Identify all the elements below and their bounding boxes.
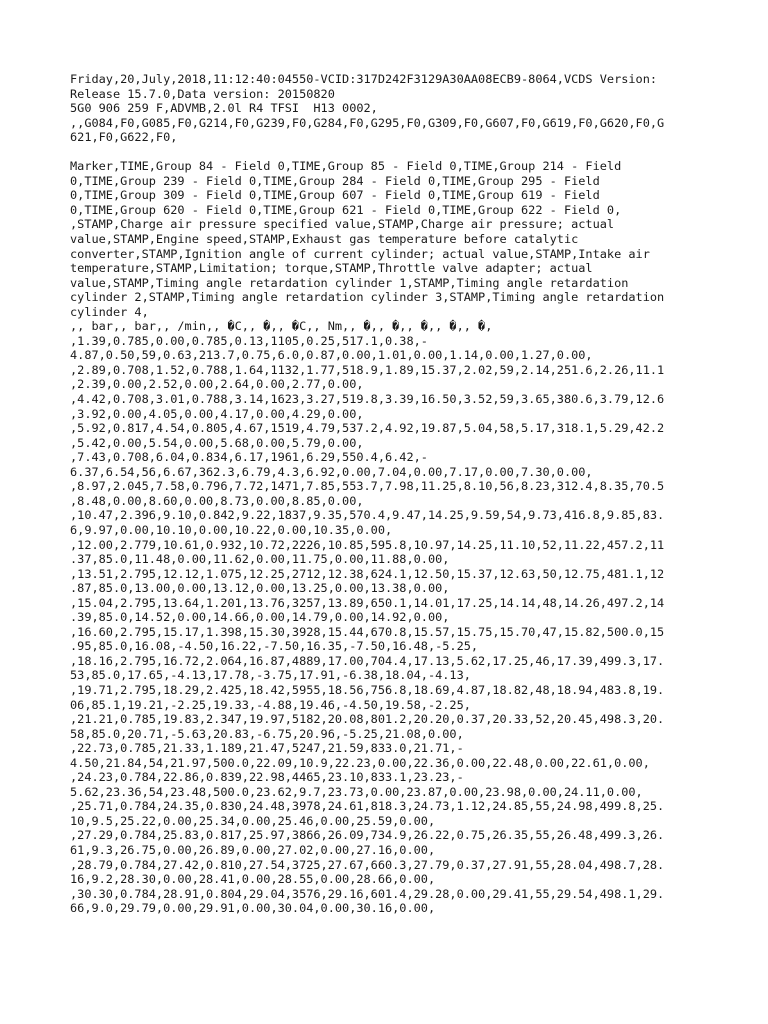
text-line (70, 145, 698, 160)
text-line: 16,9.2,28.30,0.00,28.41,0.00,28.55,0.00,28.66,0.00, (70, 872, 436, 887)
text-line: ,18.16,2.795,16.72,2.064,16.87,4889,17.00,704.4,17.13,5.62,17.25,46,17.39,499.3,17. (70, 653, 665, 668)
text-line: ,10.47,2.396,9.10,0.842,9.22,1837,9.35,570.4,9.47,14.25,9.59,54,9.73,416.8,9.85,83. (70, 508, 665, 523)
text-line: .37,85.0,11.48,0.00,11.62,0.00,11.75,0.00,11.88,0.00, (70, 552, 450, 567)
text-line: ,5.42,0.00,5.54,0.00,5.68,0.00,5.79,0.00, (70, 435, 364, 450)
text-line: 6.37,6.54,56,6.67,362.3,6.79,4.3,6.92,0.00,7.04,0.00,7.17,0.00,7.30,0.00, (70, 464, 593, 479)
text-line: ,30.30,0.784,28.91,0.804,29.04,3576,29.16,601.4,29.28,0.00,29.41,55,29.54,498.1,29. (70, 886, 665, 901)
text-line: converter,STAMP,Ignition angle of current cylinder; actual value,STAMP,Intake air (70, 246, 650, 261)
text-line: 0,TIME,Group 309 - Field 0,TIME,Group 607 - Field 0,TIME,Group 619 - Field (70, 188, 600, 203)
text-line: 0,TIME,Group 239 - Field 0,TIME,Group 284 - Field 0,TIME,Group 295 - Field (70, 173, 600, 188)
text-line: ,25.71,0.784,24.35,0.830,24.48,3978,24.61,818.3,24.73,1.12,24.85,55,24.98,499.8,25. (70, 799, 665, 814)
text-line: ,2.39,0.00,2.52,0.00,2.64,0.00,2.77,0.00, (70, 377, 364, 392)
text-line: 10,9.5,25.22,0.00,25.34,0.00,25.46,0.00,25.59,0.00, (70, 813, 436, 828)
text-line: temperature,STAMP,Limitation; torque,STAMP,Throttle valve adapter; actual (70, 261, 593, 276)
text-line: ,5.92,0.817,4.54,0.805,4.67,1519,4.79,537.2,4.92,19.87,5.04,58,5.17,318.1,5.29,42.2 (70, 421, 665, 436)
text-line: .87,85.0,13.00,0.00,13.12,0.00,13.25,0.00,13.38,0.00, (70, 581, 450, 596)
text-line: 5.62,23.36,54,23.48,500.0,23.62,9.7,23.73,0.00,23.87,0.00,23.98,0.00,24.11,0.00, (70, 784, 643, 799)
text-line: ,,G084,F0,G085,F0,G214,F0,G239,F0,G284,F0,G295,F0,G309,F0,G607,F0,G619,F0,G620,F0,G (70, 115, 665, 130)
text-line: value,STAMP,Engine speed,STAMP,Exhaust gas temperature before catalytic (70, 232, 579, 247)
text-line: 66,9.0,29.79,0.00,29.91,0.00,30.04,0.00,30.16,0.00, (70, 901, 436, 916)
text-line: 53,85.0,17.65,-4.13,17.78,-3.75,17.91,-6.38,18.04,-4.13, (70, 668, 471, 683)
text-line: ,24.23,0.784,22.86,0.839,22.98,4465,23.10,833.1,23.23,- (70, 770, 464, 785)
text-line: ,12.00,2.779,10.61,0.932,10.72,2226,10.85,595.8,10.97,14.25,11.10,52,11.22,457.2,11 (70, 537, 665, 552)
text-line: ,19.71,2.795,18.29,2.425,18.42,5955,18.56,756.8,18.69,4.87,18.82,48,18.94,483.8,19. (70, 682, 665, 697)
text-line: ,4.42,0.708,3.01,0.788,3.14,1623,3.27,519.8,3.39,16.50,3.52,59,3.65,380.6,3.79,12.6 (70, 392, 665, 407)
text-line: 5G0 906 259 F,ADVMB,2.0l R4 TFSI H13 0002, (70, 101, 378, 116)
text-line: 4.87,0.50,59,0.63,213.7,0.75,6.0,0.87,0.00,1.01,0.00,1.14,0.00,1.27,0.00, (70, 348, 593, 363)
text-line: 61,9.3,26.75,0.00,26.89,0.00,27.02,0.00,27.16,0.00, (70, 842, 436, 857)
text-line: 4.50,21.84,54,21.97,500.0,22.09,10.9,22.23,0.00,22.36,0.00,22.48,0.00,22.61,0.00, (70, 755, 650, 770)
vcds-log-text (70, 72, 698, 916)
text-line: ,21.21,0.785,19.83,2.347,19.97,5182,20.08,801.2,20.20,0.37,20.33,52,20.45,498.3,20. (70, 712, 665, 727)
text-line: 58,85.0,20.71,-5.63,20.83,-6.75,20.96,-5.25,21.08,0.00, (70, 726, 464, 741)
text-line: ,7.43,0.708,6.04,0.834,6.17,1961,6.29,550.4,6.42,- (70, 450, 428, 465)
text-line: ,28.79,0.784,27.42,0.810,27.54,3725,27.67,660.3,27.79,0.37,27.91,55,28.04,498.7,28. (70, 857, 665, 872)
text-line: ,8.48,0.00,8.60,0.00,8.73,0.00,8.85,0.00, (70, 493, 364, 508)
text-line: ,8.97,2.045,7.58,0.796,7.72,1471,7.85,553.7,7.98,11.25,8.10,56,8.23,312.4,8.35,70.5 (70, 479, 665, 494)
text-line: ,3.92,0.00,4.05,0.00,4.17,0.00,4.29,0.00, (70, 406, 364, 421)
text-line: ,, bar,, bar,, /min,, �C,, �,, �C,, Nm,, �,, �,, �,, �,, �, (70, 319, 493, 334)
text-line: Friday,20,July,2018,11:12:40:04550-VCID:317D242F3129A30AA08ECB9-8064,VCDS Version: (70, 72, 658, 86)
text-line: 06,85.1,19.21,-2.25,19.33,-4.88,19.46,-4.50,19.58,-2.25, (70, 697, 471, 712)
text-line: value,STAMP,Timing angle retardation cylinder 1,STAMP,Timing angle retardation (70, 275, 629, 290)
text-line: ,1.39,0.785,0.00,0.785,0.13,1105,0.25,517.1,0.38,- (70, 333, 428, 348)
text-line: 621,F0,G622,F0, (70, 130, 178, 145)
text-line: ,27.29,0.784,25.83,0.817,25.97,3866,26.09,734.9,26.22,0.75,26.35,55,26.48,499.3,26. (70, 828, 665, 843)
text-line: cylinder 2,STAMP,Timing angle retardation cylinder 3,STAMP,Timing angle retardation (70, 290, 665, 305)
text-line: 0,TIME,Group 620 - Field 0,TIME,Group 621 - Field 0,TIME,Group 622 - Field 0, (70, 202, 622, 217)
text-line: Release 15.7.0,Data version: 20150820 (70, 86, 335, 101)
text-line: ,22.73,0.785,21.33,1.189,21.47,5247,21.59,833.0,21.71,- (70, 741, 464, 756)
text-line: ,STAMP,Charge air pressure specified value,STAMP,Charge air pressure; actual (70, 217, 615, 232)
text-line: .39,85.0,14.52,0.00,14.66,0.00,14.79,0.00,14.92,0.00, (70, 610, 450, 625)
text-line: ,2.89,0.708,1.52,0.788,1.64,1132,1.77,518.9,1.89,15.37,2.02,59,2.14,251.6,2.26,11.1 (70, 362, 665, 377)
text-line: cylinder 4, (70, 304, 149, 319)
text-line: .95,85.0,16.08,-4.50,16.22,-7.50,16.35,-7.50,16.48,-5.25, (70, 639, 479, 654)
text-line: 6,9.97,0.00,10.10,0.00,10.22,0.00,10.35,0.00, (70, 522, 393, 537)
text-line: ,16.60,2.795,15.17,1.398,15.30,3928,15.44,670.8,15.57,15.75,15.70,47,15.82,500.0,15 (70, 624, 665, 639)
text-line: ,13.51,2.795,12.12,1.075,12.25,2712,12.38,624.1,12.50,15.37,12.63,50,12.75,481.1,12 (70, 566, 665, 581)
text-line: Marker,TIME,Group 84 - Field 0,TIME,Group 85 - Field 0,TIME,Group 214 - Field (70, 159, 622, 174)
text-line: ,15.04,2.795,13.64,1.201,13.76,3257,13.89,650.1,14.01,17.25,14.14,48,14.26,497.2,14 (70, 595, 665, 610)
